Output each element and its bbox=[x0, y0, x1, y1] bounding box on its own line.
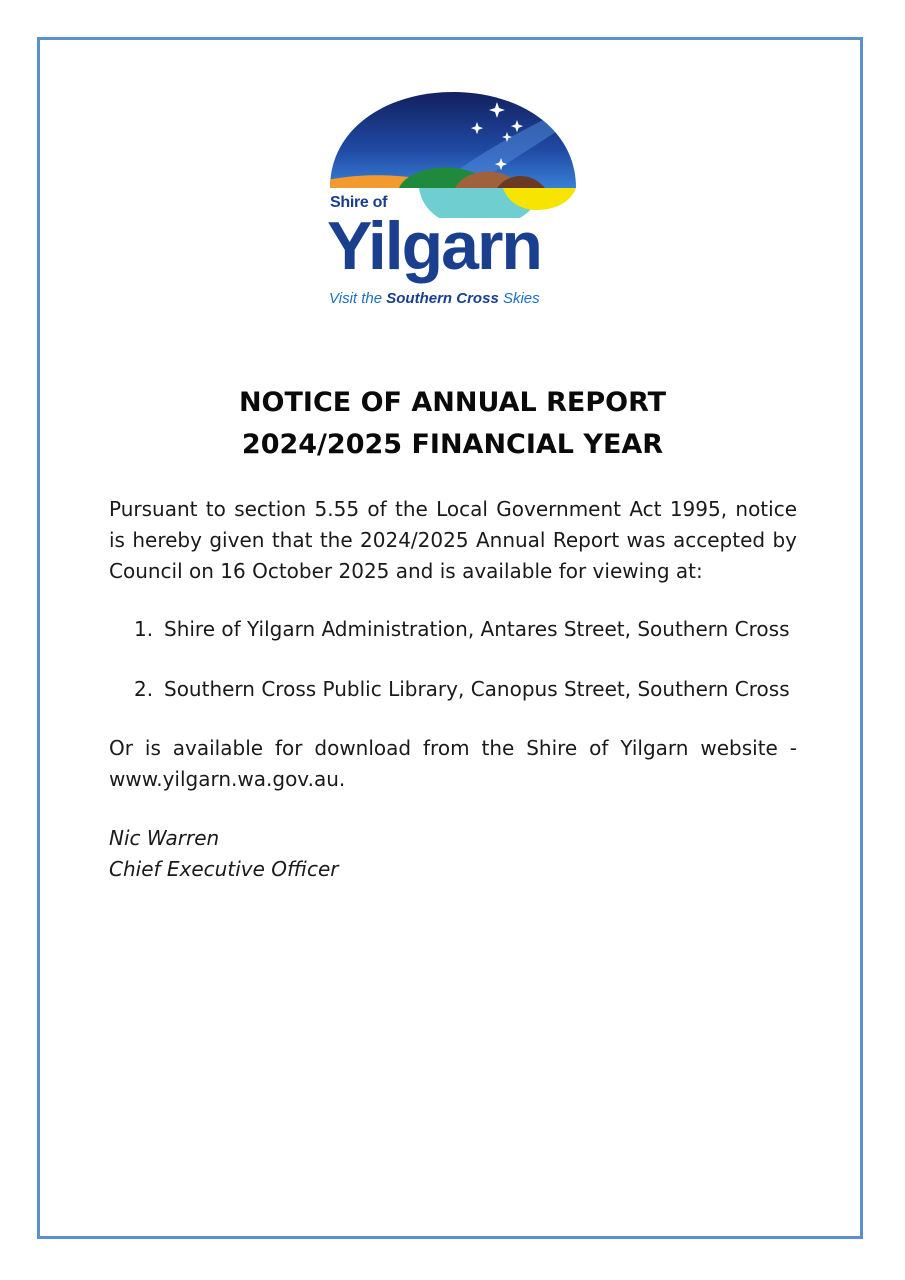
logo-tagline-post: Skies bbox=[498, 290, 540, 307]
logo-tagline-pre: Visit the bbox=[329, 290, 387, 307]
outro-paragraph: Or is available for download from the Shire of Yilgarn website - www.yilgarn.wa.gov.au. bbox=[109, 736, 797, 791]
intro-paragraph: Pursuant to section 5.55 of the Local Government Act 1995, notice is hereby given that the 2024/2025 Annual Report was accepted by Council on 16 October 2025 and is available for viewing at: bbox=[109, 497, 797, 583]
list-item bbox=[134, 674, 790, 705]
logo-line-yilgarn: Yilgarn bbox=[327, 208, 541, 284]
title-line-1: NOTICE OF ANNUAL REPORT bbox=[238, 387, 667, 418]
list-item-text: Shire of Yilgarn Administration, Antares Street, Southern Cross bbox=[164, 617, 790, 641]
logo-tagline bbox=[329, 290, 540, 307]
title-line-2: 2024/2025 FINANCIAL YEAR bbox=[241, 429, 664, 460]
signatory-name: Nic Warren bbox=[109, 826, 220, 850]
signatory-role: Chief Executive Officer bbox=[109, 857, 339, 881]
list-item-text: Southern Cross Public Library, Canopus Street, Southern Cross bbox=[164, 677, 790, 701]
logo-tagline-bold: Southern Cross bbox=[386, 290, 499, 307]
logo-line-shire-of: Shire of bbox=[330, 194, 388, 211]
shire-logo bbox=[327, 88, 579, 316]
signature-block bbox=[109, 823, 339, 885]
notice-title bbox=[60, 382, 845, 466]
list-item-number: 1. bbox=[134, 617, 154, 641]
list-item bbox=[134, 614, 790, 645]
list-item-number: 2. bbox=[134, 677, 154, 701]
